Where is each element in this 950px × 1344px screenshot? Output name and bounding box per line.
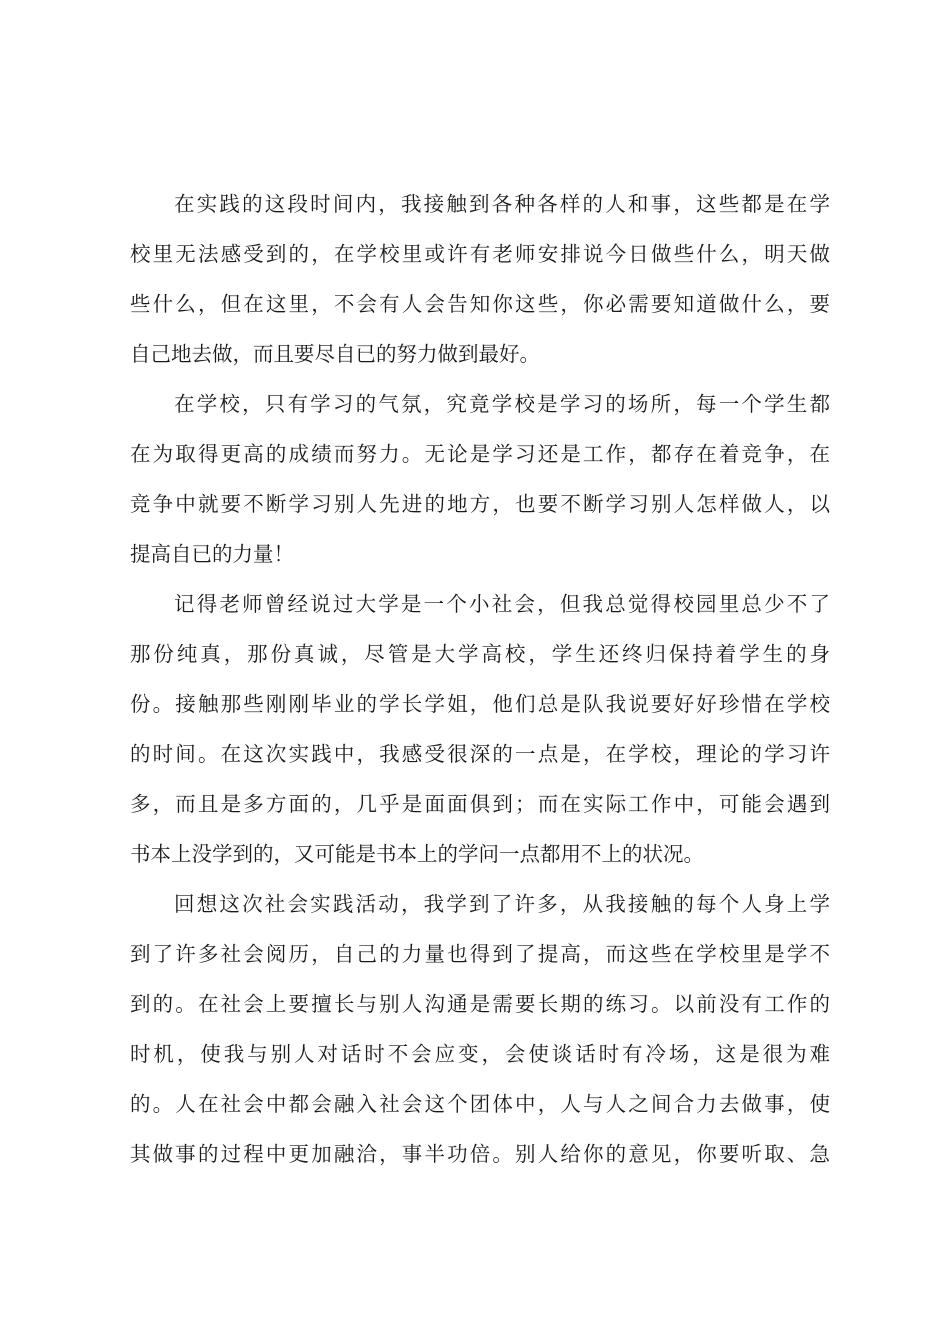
text-line: 份。接触那些刚刚毕业的学长学姐，他们总是队我说要好好珍惜在学校 xyxy=(130,692,830,716)
text-line: 到了许多社会阅历，自己的力量也得到了提高，而这些在学校里是学不 xyxy=(130,942,830,966)
text-line: 其做事的过程中更加融洽，事半功倍。别人给你的意见，你要听取、急 xyxy=(130,1142,830,1166)
paragraph-3 xyxy=(130,584,830,884)
text-line: 提高自已的力量！ xyxy=(130,542,294,566)
paragraph-1 xyxy=(130,184,830,384)
text-line: 自己地去做，而且要尽自已的努力做到最好。 xyxy=(130,342,540,366)
text-line: 些什么，但在这里，不会有人会告知你这些，你必需要知道做什么，要 xyxy=(130,292,830,316)
text-line: 校里无法感受到的，在学校里或许有老师安排说今日做些什么，明天做 xyxy=(130,242,830,266)
text-line: 书本上没学到的，又可能是书本上的学问一点都用不上的状况。 xyxy=(130,842,704,866)
text-line: 时机，使我与别人对话时不会应变，会使谈话时有冷场，这是很为难 xyxy=(130,1042,830,1066)
text-line: 记得老师曾经说过大学是一个小社会，但我总觉得校园里总少不了 xyxy=(174,592,830,616)
text-line: 多，而且是多方面的，几乎是面面俱到；而在实际工作中，可能会遇到 xyxy=(130,792,830,816)
paragraph-2 xyxy=(130,384,830,584)
document-body xyxy=(130,184,830,1184)
text-line: 在学校，只有学习的气氛，究竟学校是学习的场所，每一个学生都 xyxy=(174,392,830,416)
paragraph-4 xyxy=(130,884,830,1184)
text-line: 在为取得更高的成绩而努力。无论是学习还是工作，都存在着竞争，在 xyxy=(130,442,830,466)
text-line: 的时间。在这次实践中，我感受很深的一点是，在学校，理论的学习许 xyxy=(130,742,830,766)
text-line: 回想这次社会实践活动，我学到了许多，从我接触的每个人身上学 xyxy=(174,892,830,916)
text-line: 在实践的这段时间内，我接触到各种各样的人和事，这些都是在学 xyxy=(174,192,830,216)
text-line: 那份纯真，那份真诚，尽管是大学高校，学生还终归保持着学生的身 xyxy=(130,642,830,666)
text-line: 竞争中就要不断学习别人先进的地方，也要不断学习别人怎样做人，以 xyxy=(130,492,830,516)
text-line: 的。人在社会中都会融入社会这个团体中，人与人之间合力去做事，使 xyxy=(130,1092,830,1116)
text-line: 到的。在社会上要擅长与别人沟通是需要长期的练习。以前没有工作的 xyxy=(130,992,830,1016)
